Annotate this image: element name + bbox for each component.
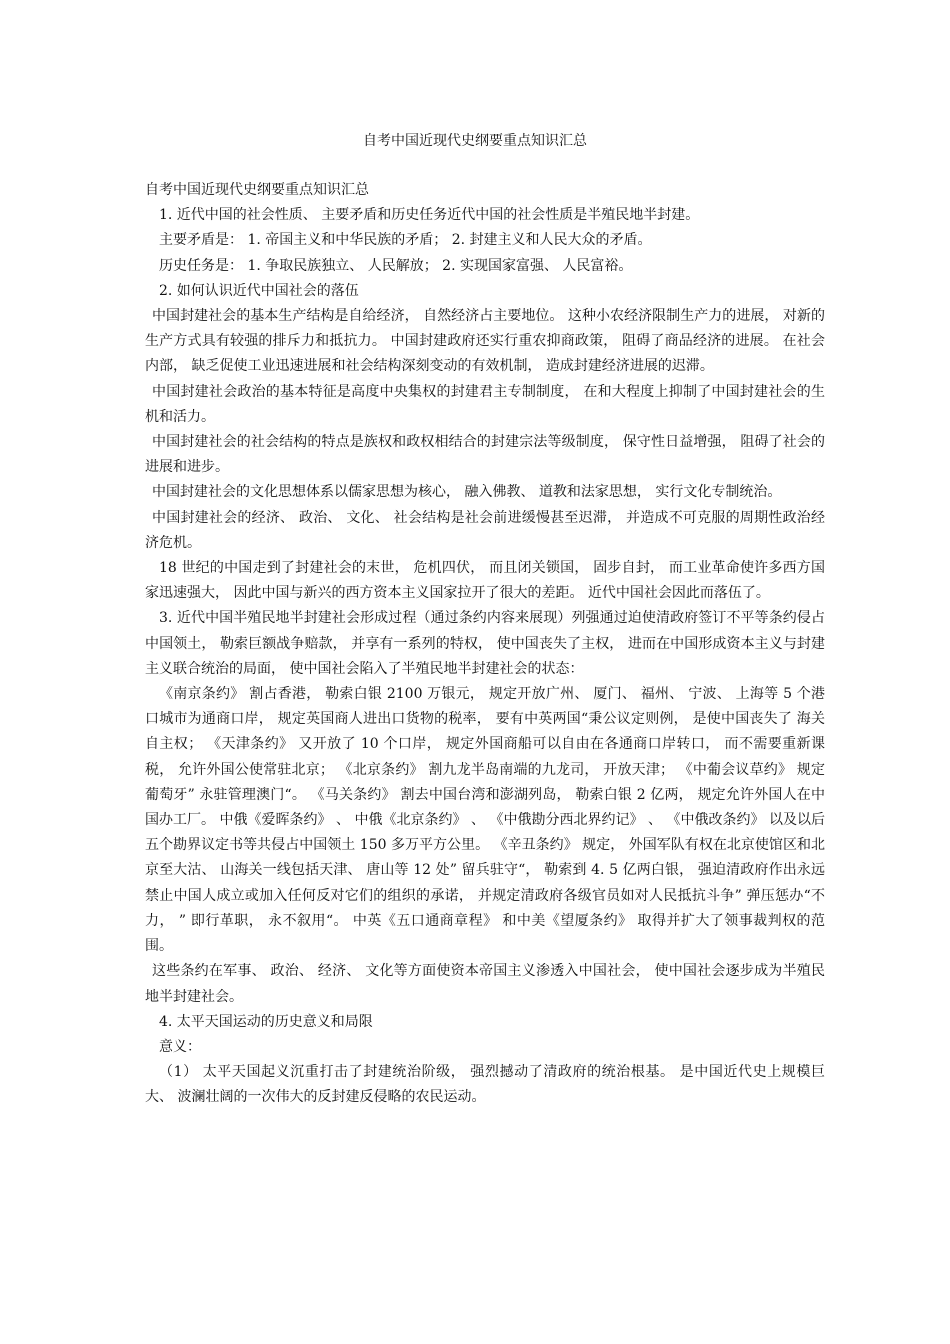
paragraph: 中国封建社会政治的基本特征是高度中央集权的封建君主专制制度， 在和大程度上抑制了中国封建社会的生机和活力。 [145, 383, 825, 425]
paragraph: 中国封建社会的基本生产结构是自给经济， 自然经济占主要地位。 这种小农经济限制生产力的进展， 对新的生产方式具有较强的排斥力和抵抗力。 中国封建政府还实行重农抑商政策， 阻碍了商品经济的进展。 在社会内部， 缺乏促使工业迅速进展和社会结构深刻变动的有效机制， 造成封建经济进展的迟滞。 [145, 308, 825, 375]
section-heading: 3. 近代中国半殖民地半封建社会形成过程（通过条约内容来展现）列强通过迫使清政府签订不平等条约侵占中国领土， 勒索巨额战争赔款， 并享有一系列的特权， 使中国丧失了主权， 进而在中国形成资本主义与封建主义联合统治的局面， 使中国社会陷入了半殖民地半封建社会的状态： [145, 610, 825, 677]
paragraph: 这些条约在军事、 政治、 经济、 文化等方面使资本帝国主义渗透入中国社会， 使中国社会逐步成为半殖民地半封建社会。 [145, 963, 825, 1005]
document-title: 自考中国近现代史纲要重点知识汇总 [363, 133, 587, 149]
document-body [145, 178, 825, 1111]
paragraph: （1） 太平天国起义沉重打击了封建统治阶级， 强烈撼动了清政府的统治根基。 是中国近代史上规模巨大、 波澜壮阔的一次伟大的反封建反侵略的农民运动。 [145, 1064, 825, 1106]
paragraph: 主要矛盾是： 1. 帝国主义和中华民族的矛盾； 2. 封建主义和人民大众的矛盾。 [159, 232, 652, 249]
paragraph: 1. 近代中国的社会性质、 主要矛盾和历史任务近代中国的社会性质是半殖民地半封建。 [159, 207, 700, 224]
paragraph: 18 世纪的中国走到了封建社会的末世， 危机四伏， 而且闭关锁国， 固步自封， 而工业革命使许多西方国家迅速强大， 因此中国与新兴的西方资本主义国家拉开了很大的差距。 近代中国社会因此而落伍了。 [145, 560, 825, 602]
paragraph: 自考中国近现代史纲要重点知识汇总 [145, 182, 369, 198]
paragraph: 意义： [159, 1038, 201, 1055]
section-heading: 2. 如何认识近代中国社会的落伍 [159, 282, 359, 299]
paragraph: 中国封建社会的社会结构的特点是族权和政权相结合的封建宗法等级制度， 保守性日益增强， 阻碍了社会的进展和进步。 [145, 434, 825, 476]
paragraph: 《南京条约》 割占香港， 勒索白银 2100 万银元， 规定开放广州、 厦门、 福州、 宁波、 上海等 5 个港口城市为通商口岸， 规定英国商人进出口货物的税率， 要有中英两国“秉公议定则例， 是使中国丧失了 海关自主权； 《天津条约》 又开放了 10 个口岸， 规定外国商船可以自由在各通商口岸转口， 而不需要重新课税， 允许外国公使常驻北京； 《北京条约》 割九龙半岛南端的九龙司， 开放天津； 《中葡会议草约》 规定葡萄牙” 永驻管理澳门“。 《马关条约》 割去中国台湾和澎湖列岛， 勒索白银 2 亿两， 规定允许外国人在中国办工厂。 中俄《爱晖条约》 、 中俄《北京条约》 、 《中俄勘分西北界约记》 、 《中俄改条约》 以及以后五个勘界议定书等共侵占中国领土 150 多万平方公里。 《辛丑条约》 规定， 外国军队有权在北京使馆区和北京至大沽、 山海关一线包括天津、 唐山等 12 处” 留兵驻守“， 勒索到 4. 5 亿两白银， 强迫清政府作出永远禁止中国人成立或加入任何反对它们的组织的承诺， 并规定清政府各级官员如对人民抵抗斗争” 弹压惩办“不力， ” 即行革职， 永不叙用“。 中英《五口通商章程》 和中美《望厦条约》 取得并扩大了领事裁判权的范围。 [145, 686, 825, 955]
paragraph: 中国封建社会的经济、 政治、 文化、 社会结构是社会前进缓慢甚至迟滞， 并造成不可克服的周期性政治经济危机。 [145, 509, 825, 551]
section-heading: 4. 太平天国运动的历史意义和局限 [159, 1013, 373, 1030]
paragraph: 历史任务是： 1. 争取民族独立、 人民解放； 2. 实现国家富强、 人民富裕。 [159, 257, 633, 274]
paragraph: 中国封建社会的文化思想体系以儒家思想为核心， 融入佛教、 道教和法家思想， 实行文化专制统治。 [152, 484, 782, 501]
